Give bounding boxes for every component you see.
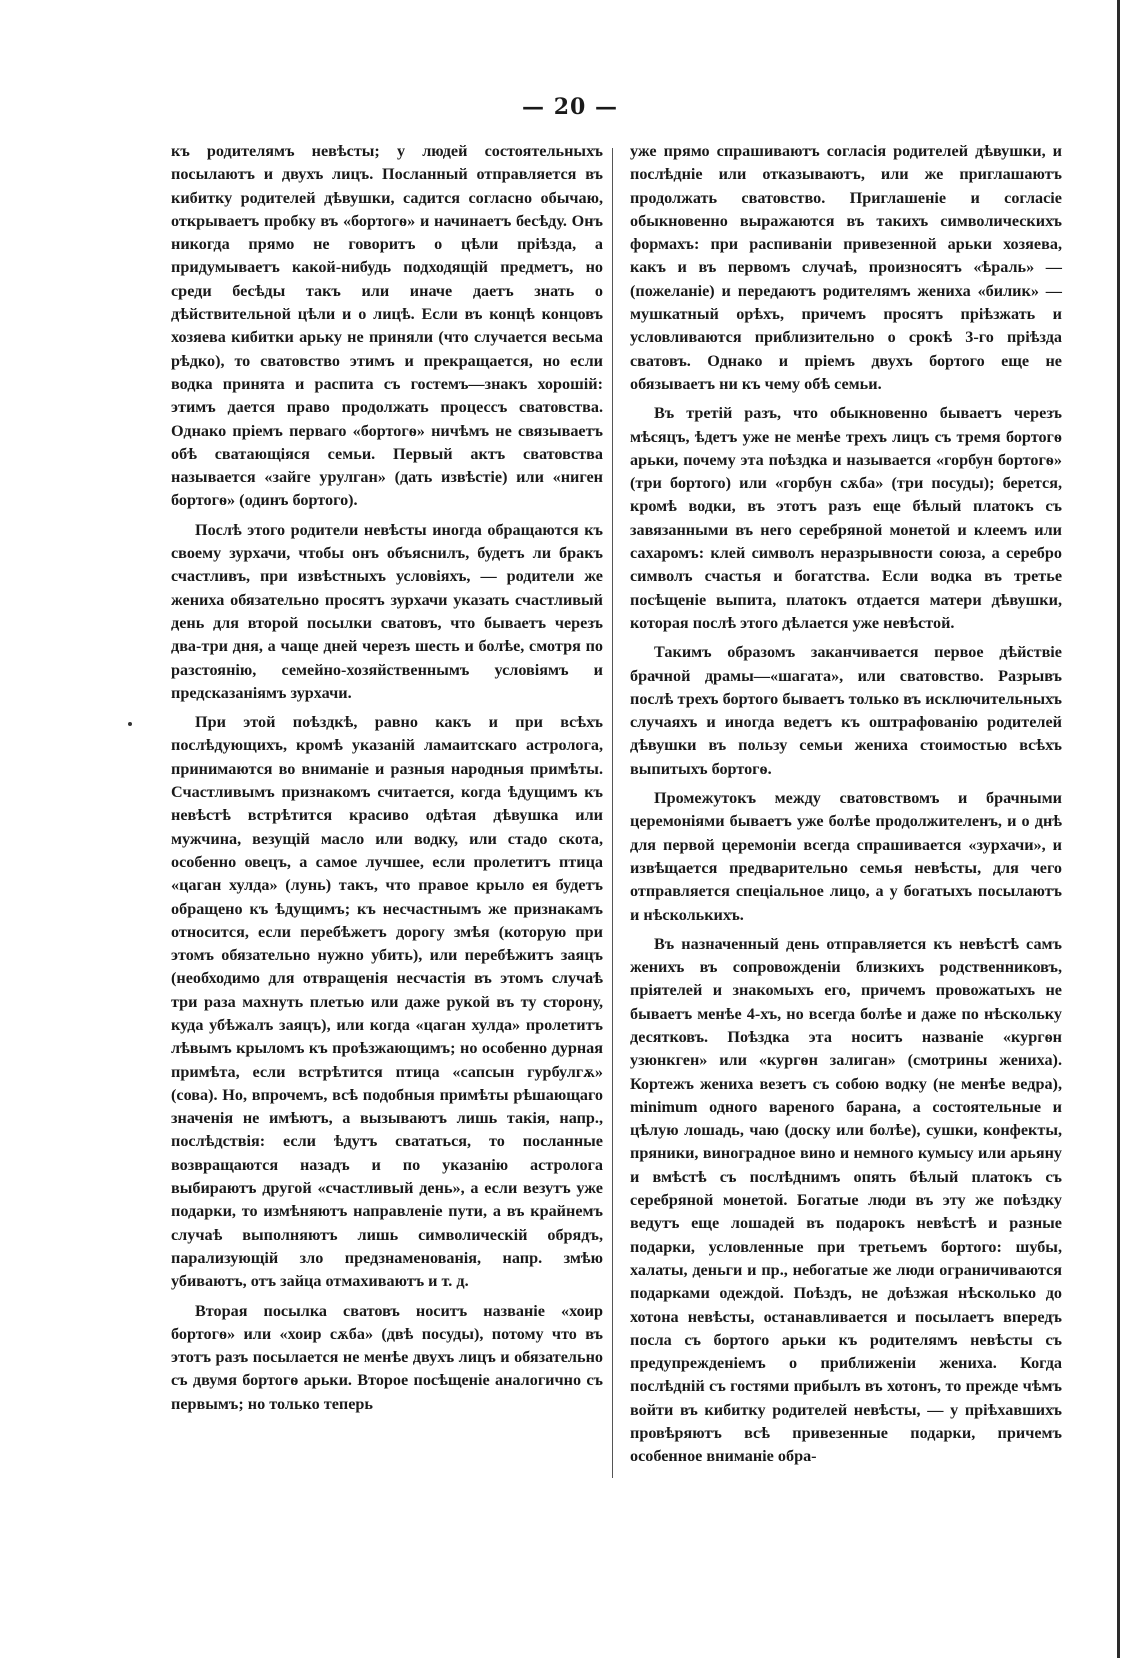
paragraph: Промежутокъ между сватовствомъ и брачными церемоніями бываетъ уже болѣе продолжителенъ, и о днѣ для первой церемоніи всегда спрашивается «зурхачи», и извѣщается предварительно семья невѣсты, для чего отправляется спеціальное лицо, а у богатыхъ посылаютъ и нѣсколькихъ. <box>630 789 1062 924</box>
page-edge-line <box>1117 0 1120 1658</box>
paragraph: къ родителямъ невѣсты; у людей состоятельныхъ посылаютъ и двухъ лицъ. Посланный отправляется въ кибитку родителей дѣвушки, садится согласно обычаю, открываетъ пробку въ «бортогѳ» и начинаетъ бесѣду. Онъ никогда прямо не говоритъ о цѣли пріѣзда, а придумываетъ какой-нибудь подходящій предметъ, но среди бесѣды такъ или иначе даетъ знать о дѣйствительной цѣли и о лицѣ. Если въ концѣ концовъ хозяева кибитки арьку не приняли (что случается весьма рѣдко), то сватовство этимъ и прекращается, но если водка принята и распита съ гостемъ—знакъ хорошій: этимъ дается право продолжать процессъ сватовства. Однако пріемъ перваго «бортогѳ» ничѣмъ не связываетъ обѣ сватающіяся семьи. Первый актъ сватовства называется «зайге урулган» (дать извѣстіе) или «ниген бортогѳ» (одинъ бортого). <box>171 142 603 510</box>
left-column <box>171 140 603 1422</box>
paragraph: Въ третій разъ, что обыкновенно бываетъ черезъ мѣсяцъ, ѣдетъ уже не менѣе трехъ лицъ съ тремя бортогѳ арьки, почему эта поѣздка и называется «горбун бортогѳ» (три бортого) или «горбун сѫба» (три посуды); берется, кромѣ водки, въ этотъ разъ еще бѣлый платокъ съ завязанными въ него серебряной монетой и клеемъ или сахаромъ: клей символъ неразрывности союза, а серебро символъ счастья и богатства. Если водка въ третье посѣщеніе выпита, платокъ отдается матери дѣвушки, которая послѣ этого дѣлается уже невѣстой. <box>630 404 1062 632</box>
column-divider <box>612 148 613 1478</box>
paragraph: Такимъ образомъ заканчивается первое дѣйствіе брачной драмы—«шагата», или сватовство. Разрывъ послѣ трехъ бортого бываетъ только въ исключительныхъ случаяхъ и иногда ведетъ къ оштрафованію родителей дѣвушки въ пользу семьи жениха стоимостью всѣхъ выпитыхъ бортогѳ. <box>630 643 1062 778</box>
paragraph: Послѣ этого родители невѣсты иногда обращаются къ своему зурхачи, чтобы онъ объяснилъ, будетъ ли бракъ счастливъ, при извѣстныхъ условіяхъ, — родители же жениха обязательно просятъ зурхачи указать счастливый день для второй посылки сватовъ, что бываетъ черезъ два-три дня, а чаще дней черезъ шесть и болѣе, смотря по разстоянію, семейно-хозяйственнымъ условіямъ и предсказаніямъ зурхачи. <box>171 520 603 702</box>
paragraph: уже прямо спрашиваютъ согласія родителей дѣвушки, и послѣдніе или отказываютъ, или же приглашаютъ продолжать сватовство. Приглашеніе и согласіе обыкновенно выражаются въ такихъ символическихъ формахъ: при распиваніи привезенной арьки хозяева, какъ и въ первомъ случаѣ, произносятъ «ѣраль» — (пожеланіе) и передаютъ родителямъ жениха «билик» — мушкатный орѣхъ, причемъ просятъ пріѣзжать и условливаются приблизительно о срокѣ 3-го пріѣзда сватовъ. Однако и пріемъ двухъ бортого еще не обязываетъ ни къ чему обѣ семьи. <box>630 142 1062 393</box>
right-column <box>630 140 1062 1475</box>
page-number: — 20 — <box>522 94 618 120</box>
paragraph: Вторая посылка сватовъ носитъ названіе «хоир бортогѳ» или «хоир сѫба» (двѣ посуды), потому что въ этотъ разъ посылается не менѣе двухъ лицъ и обязательно съ двумя бортогѳ арьки. Второе посѣщеніе аналогично съ первымъ; но только теперь <box>171 1301 603 1413</box>
paragraph: Въ назначенный день отправляется къ невѣстѣ самъ женихъ въ сопровожденіи близкихъ родственниковъ, пріятелей и знакомыхъ его, причемъ провожатыхъ не бываетъ менѣе 4-хъ, но всегда болѣе и даже по нѣскольку десятковъ. Поѣздка эта носитъ названіе «кургѳн узюнкген» или «кургѳн залиган» (смотрины жениха). Кортежъ жениха везетъ съ собою водку (не менѣе ведра), minimum одного вареного барана, а состоятельные и цѣлую лошадь, чаю (доску или болѣе), сушки, конфекты, пряники, виноградное вино и немного кумысу или арьяну и вмѣстѣ съ послѣднимъ опять бѣлый платокъ съ серебряной монетой. Богатые люди въ эту же поѣздку ведутъ еще лошадей въ подарокъ невѣстѣ и разные подарки, условленные при третьемъ бортого: шубы, халаты, деньги и пр., небогатые же люди ограничиваются подарками одеждой. Поѣздъ, не доѣзжая нѣсколько до хотона невѣсты, останавливается и посылаетъ впередъ посла съ бортого арьки къ родителямъ невѣсты съ предупрежденіемъ о приближеніи жениха. Когда послѣдній съ гостями прибылъ въ хотонъ, то прежде чѣмъ войти въ кибитку родителей невѣсты, — у пріѣхавшихъ провѣряютъ всѣ привезенные подарки, причемъ особенное вниманіе обра- <box>630 934 1062 1466</box>
ink-dot <box>128 722 132 726</box>
paragraph: При этой поѣздкѣ, равно какъ и при всѣхъ послѣдующихъ, кромѣ указаній ламаитскаго астролога, принимаются во вниманіе и разныя народныя примѣты. Счастливымъ признакомъ считается, когда ѣдущимъ къ невѣстѣ встрѣтится красиво одѣтая дѣвушка или мужчина, везущій масло или водку, или стадо скота, особенно овецъ, а самое лучшее, если пролетитъ птица «цаган хулда» (лунь) такъ, что правое крыло ея будетъ обращено къ ѣдущимъ; къ несчастнымъ же признакамъ относится, если перебѣжетъ дорогу змѣя (которую при этомъ обязательно нужно убить), или перебѣжитъ заяцъ (необходимо для отвращенія несчастія въ этомъ случаѣ три раза махнуть плетью или даже рукой въ ту сторону, куда убѣжалъ заяцъ), или когда «цаган хулда» пролетитъ лѣвымъ крыломъ къ проѣзжающимъ; но особенно дурная примѣта, если встрѣтится птица «сапсын гурбулгѫ» (сова). Но, впрочемъ, всѣ подобныя примѣты рѣшающаго значенія не имѣютъ, а вызываютъ лишь такія, напр., послѣдствія: если ѣдутъ свататься, то посланные возвращаются назадъ и по указанію астролога выбираютъ другой «счастливый день», а если везутъ уже подарки, то измѣняютъ направленіе пути, а въ крайнемъ случаѣ выполняютъ лишь символическій обрядъ, парализующій зло предзнаменованія, напр. змѣю убиваютъ, отъ зайца отмахиваютъ и т. д. <box>171 713 603 1291</box>
